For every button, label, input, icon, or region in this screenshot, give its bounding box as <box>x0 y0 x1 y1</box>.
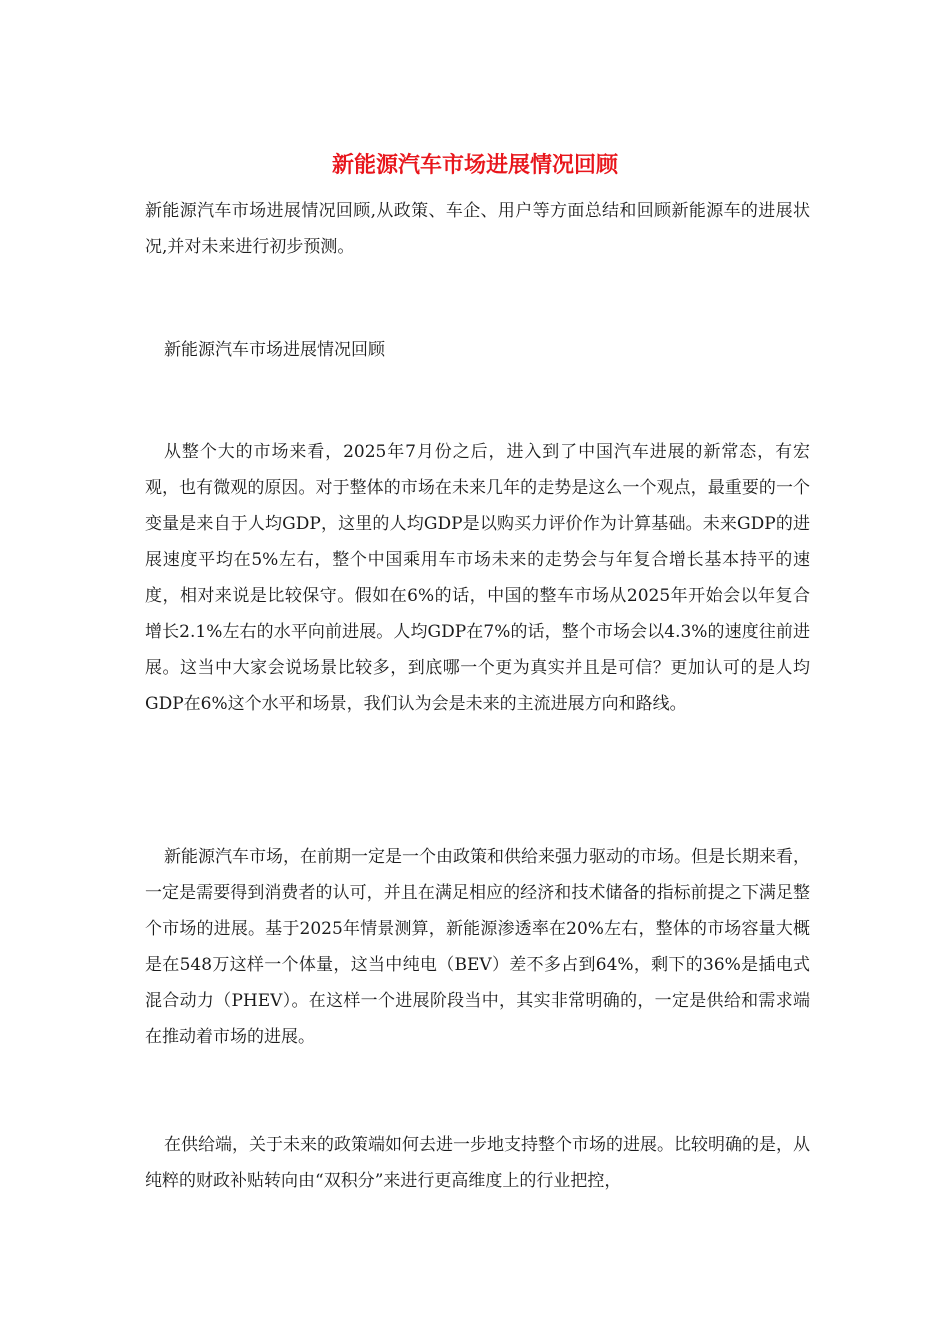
body-paragraph: 新能源汽车市场，在前期一定是一个由政策和供给来强力驱动的市场。但是长期来看，一定是需要得到消费者的认可，并且在满足相应的经济和技术储备的指标前提之下满足整个市场的进展。基于2025年情景测算，新能源渗透率在20%左右，整体的市场容量大概是在548万这样一个体量，这当中纯电（BEV）差不多占到64%，剩下的36%是插电式混合动力（PHEV）。在这样一个进展阶段当中，其实非常明确的，一定是供给和需求端在推动着市场的进展。 <box>145 847 810 1047</box>
body-paragraph: 在供给端，关于未来的政策端如何去进一步地支持整个市场的进展。比较明确的是，从纯粹的财政补贴转向由“双积分”来进行更高维度上的行业把控， <box>145 1135 810 1191</box>
section-subheading: 新能源汽车市场进展情况回顾 <box>164 340 385 360</box>
body-paragraph: 从整个大的市场来看，2025年7月份之后，进入到了中国汽车进展的新常态，有宏观，也有微观的原因。对于整体的市场在未来几年的走势是这么一个观点，最重要的一个变量是来自于人均GDP，这里的人均GDP是以购买力评价作为计算基础。未来GDP的进展速度平均在5%左右，整个中国乘用车市场未来的走势会与年复合增长基本持平的速度，相对来说是比较保守。假如在6%的话，中国的整车市场从2025年开始会以年复合增长2.1%左右的水平向前进展。人均GDP在7%的话，整个市场会以4.3%的速度往前进展。这当中大家会说场景比较多，到底哪一个更为真实并且是可信？更加认可的是人均GDP在6%这个水平和场景，我们认为会是未来的主流进展方向和路线。 <box>145 442 810 714</box>
intro-paragraph: 新能源汽车市场进展情况回顾,从政策、车企、用户等方面总结和回顾新能源车的进展状况,并对未来进行初步预测。 <box>145 201 810 257</box>
document-title: 新能源汽车市场进展情况回顾 <box>331 152 618 178</box>
